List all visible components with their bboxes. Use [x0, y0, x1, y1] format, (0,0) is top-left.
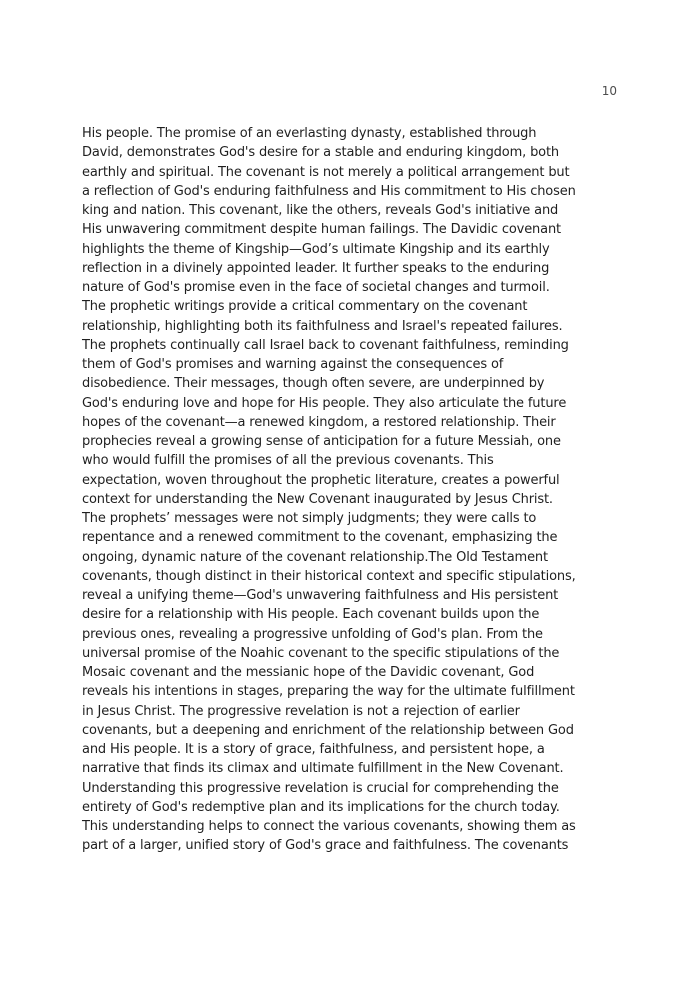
text-line: desire for a relationship with His people. Each covenant builds upon the	[82, 607, 540, 623]
text-line: nature of God's promise even in the face of societal changes and turmoil.	[82, 280, 550, 295]
text-line: them of God's promises and warning against the consequences of	[82, 357, 504, 372]
text-line: ongoing, dynamic nature of the covenant relationship.The Old Testament	[82, 549, 548, 565]
text-line: David, demonstrates God's desire for a stable and enduring kingdom, both	[82, 145, 560, 161]
page-number: 10	[601, 84, 617, 98]
text-line: prophecies reveal a growing sense of anticipation for a future Messiah, one	[82, 434, 561, 449]
text-line: This understanding helps to connect the various covenants, showing them as	[82, 819, 576, 834]
text-line: covenants, though distinct in their historical context and specific stipulations,	[82, 568, 576, 584]
text-line: expectation, woven throughout the prophetic literature, creates a powerful	[82, 472, 560, 488]
text-line: God's enduring love and hope for His people. They also articulate the future	[82, 395, 567, 411]
text-line: Understanding this progressive revelation is crucial for comprehending the	[82, 780, 559, 796]
text-line: His unwavering commitment despite human failings. The Davidic covenant	[82, 222, 561, 238]
text-line: and His people. It is a story of grace, faithfulness, and persistent hope, a	[82, 742, 545, 757]
text-line: part of a larger, unified story of God's grace and faithfulness. The covenants	[82, 838, 569, 854]
body-text-block	[82, 124, 617, 856]
text-line: a reflection of God's enduring faithfulness and His commitment to His chosen	[82, 183, 576, 199]
text-line: relationship, highlighting both its faithfulness and Israel's repeated failures.	[82, 318, 563, 334]
text-line: in Jesus Christ. The progressive revelation is not a rejection of earlier	[82, 703, 520, 719]
text-line: who would fulfill the promises of all the previous covenants. This	[82, 453, 494, 469]
text-line: The prophetic writings provide a critical commentary on the covenant	[82, 299, 528, 315]
text-line: king and nation. This covenant, like the others, reveals God's initiative and	[82, 203, 559, 218]
text-line: narrative that finds its climax and ultimate fulfillment in the New Covenant.	[82, 761, 564, 777]
text-line: universal promise of the Noahic covenant to the specific stipulations of the	[82, 645, 560, 661]
text-line: highlights the theme of Kingship—God’s ultimate Kingship and its earthly	[82, 241, 550, 257]
text-line: entirety of God's redemptive plan and its implications for the church today.	[82, 799, 560, 815]
text-line: hopes of the covenant—a renewed kingdom, a restored relationship. Their	[82, 414, 556, 430]
text-line: context for understanding the New Covenant inaugurated by Jesus Christ.	[82, 491, 553, 507]
text-line: disobedience. Their messages, though often severe, are underpinned by	[82, 376, 545, 392]
text-line: reflection in a divinely appointed leader. It further speaks to the enduring	[82, 260, 550, 276]
text-line: reveals his intentions in stages, preparing the way for the ultimate fulfillment	[82, 684, 575, 700]
text-line: Mosaic covenant and the messianic hope of the Davidic covenant, God	[82, 665, 535, 680]
text-line: earthly and spiritual. The covenant is not merely a political arrangement but	[82, 164, 570, 180]
text-line: covenants, but a deepening and enrichment of the relationship between God	[82, 722, 574, 738]
text-line: The prophets continually call Israel back to covenant faithfulness, reminding	[82, 337, 569, 353]
text-line: reveal a unifying theme—God's unwavering faithfulness and His persistent	[82, 588, 559, 603]
text-line: repentance and a renewed commitment to the covenant, emphasizing the	[82, 530, 558, 546]
text-line: previous ones, revealing a progressive unfolding of God's plan. From the	[82, 626, 543, 642]
text-line: His people. The promise of an everlasting dynasty, established through	[82, 126, 537, 141]
text-line: The prophets’ messages were not simply judgments; they were calls to	[82, 511, 537, 526]
